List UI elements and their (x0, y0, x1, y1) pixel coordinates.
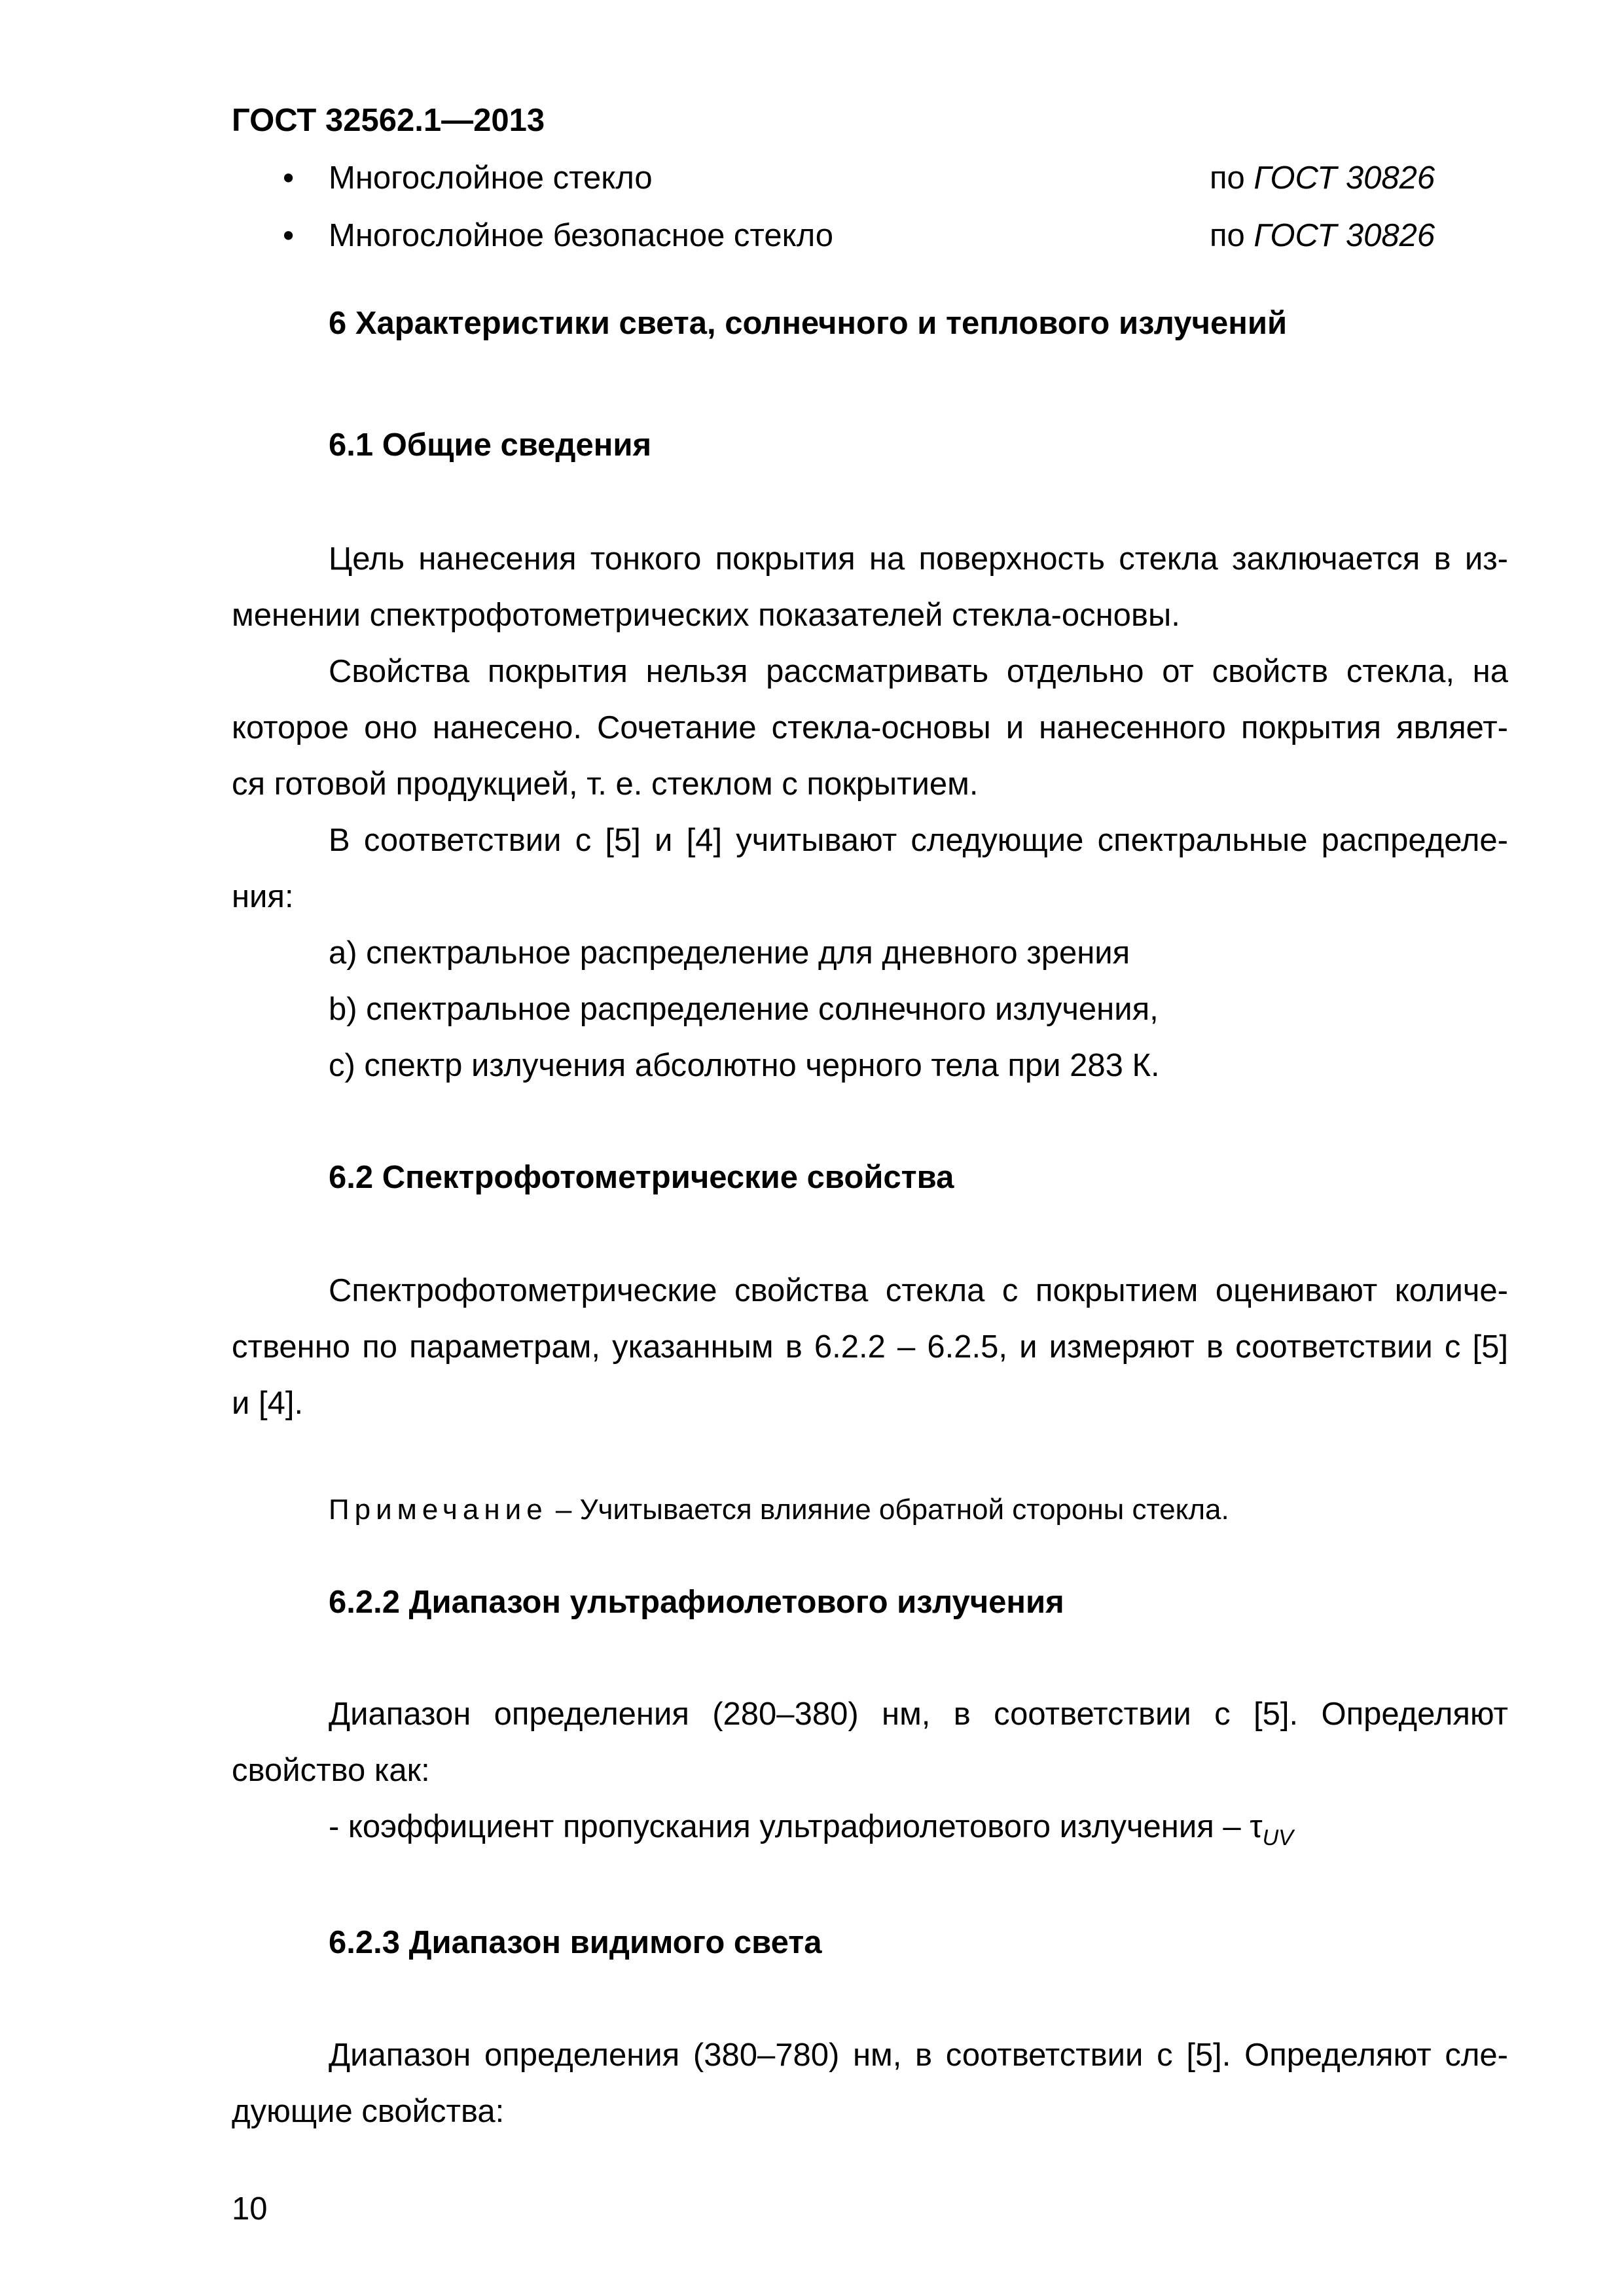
subsection-heading: 6.2 Спектрофотометрические свойства (329, 1160, 954, 1195)
section-heading: 6 Характеристики света, солнечного и теплового излучений (329, 306, 1288, 341)
reference-prefix: по (1210, 218, 1254, 253)
list-item: а) спектральное распределение для дневного зрения (329, 935, 1130, 971)
subsection-heading: 6.2.2 Диапазон ультрафиолетового излучения (329, 1585, 1064, 1620)
paragraph-line: Диапазон определения (280–380) нм, в соответствии с [5]. Определяют (329, 1696, 1508, 1732)
bullet-item-reference (1210, 160, 1435, 196)
note-text: – Учитывается влияние обратной стороны стекла. (547, 1494, 1229, 1526)
paragraph-line: Диапазон определения (380–780) нм, в соответствии с [5]. Определяют сле- (329, 2037, 1508, 2073)
paragraph-line: Свойства покрытия нельзя рассматривать отдельно от свойств стекла, на (329, 654, 1508, 689)
page-number: 10 (232, 2191, 268, 2227)
paragraph-line: ственно по параметрам, указанным в 6.2.2 – 6.2.5, и измеряют в соответствии с [5] (232, 1329, 1508, 1365)
definition-text: - коэффициент пропускания ультрафиолетового излучения – τ (329, 1809, 1263, 1844)
note (329, 1494, 1229, 1526)
bullet-item-reference (1210, 217, 1435, 254)
paragraph-line: Цель нанесения тонкого покрытия на поверхность стекла заключается в из- (329, 541, 1508, 577)
definition-item (329, 1811, 1293, 1849)
reference-standard: ГОСТ 30826 (1254, 218, 1435, 253)
paragraph-line: Спектрофотометрические свойства стекла с покрытием оценивают количе- (329, 1273, 1508, 1308)
paragraph-line: которое оно нанесено. Сочетание стекла-основы и нанесенного покрытия являет- (232, 710, 1508, 745)
bullet-marker: • (283, 160, 295, 196)
subsection-heading: 6.2.3 Диапазон видимого света (329, 1925, 822, 1960)
paragraph-line: и [4]. (232, 1386, 304, 1421)
reference-prefix: по (1210, 160, 1254, 196)
symbol-subscript: UV (1262, 1825, 1293, 1850)
paragraph-line: дующие свойства: (232, 2094, 505, 2129)
reference-standard: ГОСТ 30826 (1254, 160, 1435, 196)
paragraph-line: ся готовой продукцией, т. е. стеклом с покрытием. (232, 766, 979, 802)
list-item: с) спектр излучения абсолютно черного тела при 283 К. (329, 1048, 1160, 1083)
subsection-heading: 6.1 Общие сведения (329, 427, 652, 463)
list-item: b) спектральное распределение солнечного излучения, (329, 992, 1159, 1027)
paragraph-line: свойство как: (232, 1753, 430, 1788)
bullet-marker: • (283, 218, 295, 253)
note-label: Примечание (329, 1494, 548, 1526)
bullet-item-text: Многослойное безопасное стекло (329, 218, 833, 253)
paragraph-line: В соответствии с [5] и [4] учитывают следующие спектральные распределе- (329, 823, 1508, 858)
paragraph-line: ния: (232, 879, 294, 914)
bullet-item-text: Многослойное стекло (329, 160, 653, 196)
document-header: ГОСТ 32562.1—2013 (232, 103, 545, 138)
paragraph-line: менении спектрофотометрических показателей стекла-основы. (232, 598, 1180, 633)
